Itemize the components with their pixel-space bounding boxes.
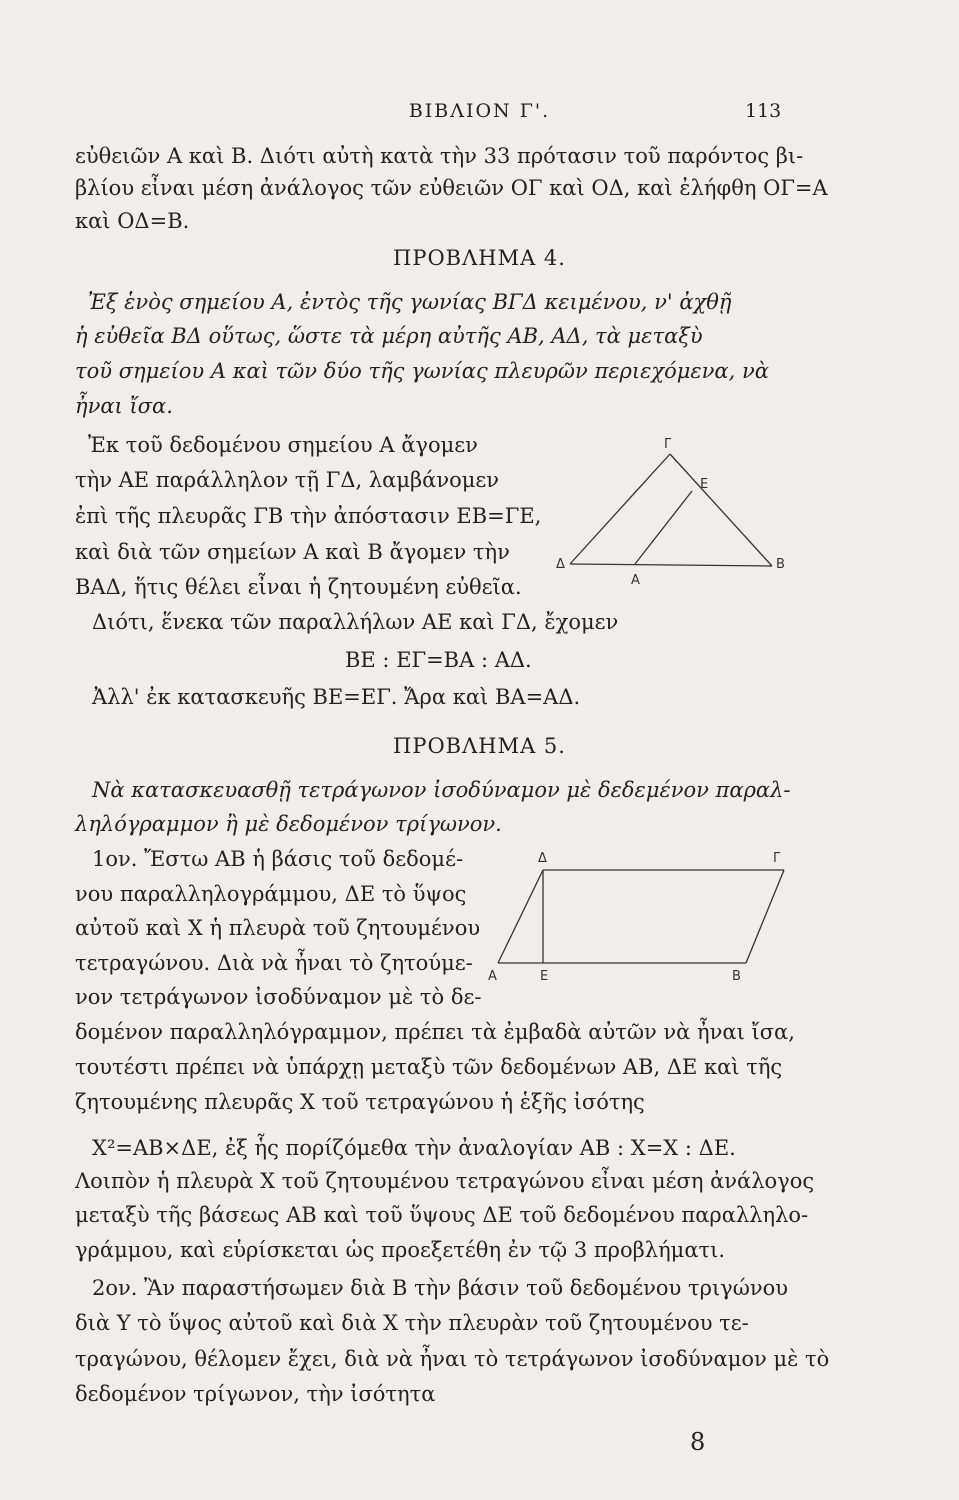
text-line: 2ον. Ἂν παραστήσωμεν διὰ Β τὴν βάσιν τοῦ δεδομένου τριγώνου	[92, 1276, 789, 1300]
text-line: ἐπὶ τῆς πλευρᾶς ΓΒ τὴν ἀπόστασιν ΕΒ=ΓΕ,	[75, 504, 542, 528]
label-G: Γ	[664, 437, 672, 452]
text-line: καὶ διὰ τῶν σημείων Α καὶ Β ἄγομεν τὴν	[75, 540, 510, 564]
label-G: Γ	[773, 851, 781, 866]
label-E: Ε	[540, 969, 549, 984]
problem-heading: ΠΡΟΒΛΗΜΑ 5.	[393, 734, 566, 758]
line-AE	[635, 491, 692, 564]
problem-heading: ΠΡΟΒΛΗΜΑ 4.	[393, 246, 566, 270]
proportion-equation: ΒΕ : ΕΓ=ΒΑ : ΑΔ.	[345, 648, 532, 672]
line-DB	[570, 564, 772, 566]
text-line: ζητουμένης πλευρᾶς Χ τοῦ τετραγώνου ἡ ἑξῆς ἰσότης	[75, 1090, 645, 1114]
statement-line: τοῦ σημείου Α καὶ τῶν δύο τῆς γωνίας πλευρῶν περιεχόμενα, νὰ	[75, 359, 769, 383]
text-line: Ἐκ τοῦ δεδομένου σημείου Α ἄγομεν	[88, 433, 478, 457]
triangle-figure	[540, 436, 790, 596]
text-line: ΒΑΔ, ἥτις θέλει εἶναι ἡ ζητουμένη εὐθεῖα.	[75, 575, 522, 599]
text-line: Ἀλλ' ἐκ κατασκευῆς ΒΕ=ΕΓ. Ἄρα καὶ ΒΑ=ΑΔ.	[92, 685, 581, 709]
text-line: διὰ Υ τὸ ὕψος αὐτοῦ καὶ διὰ Χ τὴν πλευρὰν τοῦ ζητουμένου τε-	[75, 1311, 749, 1335]
label-B: Β	[732, 969, 741, 984]
text-line: μεταξὺ τῆς βάσεως ΑΒ καὶ τοῦ ὕψους ΔΕ τοῦ δεδομένου παραλληλο-	[75, 1203, 809, 1227]
text-line: Διότι, ἕνεκα τῶν παραλλήλων ΑΕ καὶ ΓΔ, ἔχομεν	[92, 610, 619, 634]
page-number: 113	[745, 100, 782, 122]
parallelogram-figure	[488, 848, 788, 988]
text-line: καὶ ΟΔ=Β.	[75, 209, 190, 233]
text-line: γράμμου, καὶ εὑρίσκεται ὡς προεξετέθη ἐν τῷ 3 προβλήματι.	[75, 1238, 726, 1262]
statement-line: ἡ εὐθεῖα ΒΔ οὕτως, ὥστε τὰ μέρη αὐτῆς ΑΒ, ΑΔ, τὰ μεταξὺ	[75, 324, 703, 348]
statement-line: Νὰ κατασκευασθῇ τετράγωνον ἰσοδύναμον μὲ δεδεμένον παραλ-	[92, 778, 791, 802]
text-line: νου παραλληλογράμμου, ΔΕ τὸ ὕψος	[75, 882, 467, 906]
label-A: Α	[488, 969, 497, 984]
running-header: ΒΙΒΛΙΟΝ Γ'.	[408, 100, 551, 122]
text-line: βλίου εἶναι μέση ἀνάλογος τῶν εὐθειῶν ΟΓ καὶ ΟΔ, καὶ ἐλήφθη ΟΓ=Α	[75, 176, 828, 200]
line-GB	[746, 870, 784, 963]
text-line: τουτέστι πρέπει νὰ ὑπάρχῃ μεταξὺ τῶν δεδομένων ΑΒ, ΔΕ καὶ τῆς	[75, 1055, 783, 1079]
label-D: Δ	[556, 557, 565, 572]
text-line: τραγώνου, θέλομεν ἔχει, διὰ νὰ ἦναι τὸ τετράγωνον ἰσοδύναμον μὲ τὸ	[75, 1347, 830, 1371]
statement-line: Ἐξ ἑνὸς σημείου Α, ἐντὸς τῆς γωνίας ΒΓΔ κειμένου, ν' ἀχθῇ	[88, 290, 732, 314]
text-line: τὴν ΑΕ παράλληλον τῇ ΓΔ, λαμβάνομεν	[75, 468, 500, 492]
formula-line: Χ²=ΑΒ×ΔΕ, ἐξ ἧς πορίζόμεθα τὴν ἀναλογίαν ΑΒ : Χ=Χ : ΔΕ.	[92, 1136, 736, 1160]
text-line: δομένον παραλληλόγραμμον, πρέπει τὰ ἐμβαδὰ αὐτῶν νὰ ἦναι ἴσα,	[75, 1020, 795, 1044]
label-B: Β	[776, 557, 785, 572]
label-A: Α	[631, 573, 640, 588]
signature-mark: 8	[690, 1428, 706, 1456]
line-DA	[498, 870, 543, 963]
statement-line: ληλόγραμμον ἢ μὲ δεδομένον τρίγωνον.	[75, 812, 502, 836]
text-line: αὐτοῦ καὶ Χ ἡ πλευρὰ τοῦ ζητουμένου	[75, 916, 481, 940]
text-line: 1ον. Ἔστω ΑΒ ἡ βάσις τοῦ δεδομέ-	[92, 847, 464, 871]
text-line: νον τετράγωνον ἰσοδύναμον μὲ τὸ δε-	[75, 985, 482, 1009]
statement-line: ἦναι ἴσα.	[75, 394, 173, 418]
label-E: Ε	[700, 477, 709, 492]
text-line: Λοιπὸν ἡ πλευρὰ Χ τοῦ ζητουμένου τετραγώνου εἶναι μέση ἀνάλογος	[75, 1169, 815, 1193]
text-line: εὐθειῶν Α καὶ Β. Διότι αὐτὴ κατὰ τὴν 33 πρότασιν τοῦ παρόντος βι-	[75, 144, 804, 168]
line-GB	[670, 454, 772, 566]
label-D: Δ	[538, 851, 547, 866]
text-line: τετραγώνου. Διὰ νὰ ἦναι τὸ ζητούμε-	[75, 951, 473, 975]
text-line: δεδομένον τρίγωνον, τὴν ἰσότητα	[75, 1382, 436, 1406]
line-GD	[570, 454, 670, 564]
